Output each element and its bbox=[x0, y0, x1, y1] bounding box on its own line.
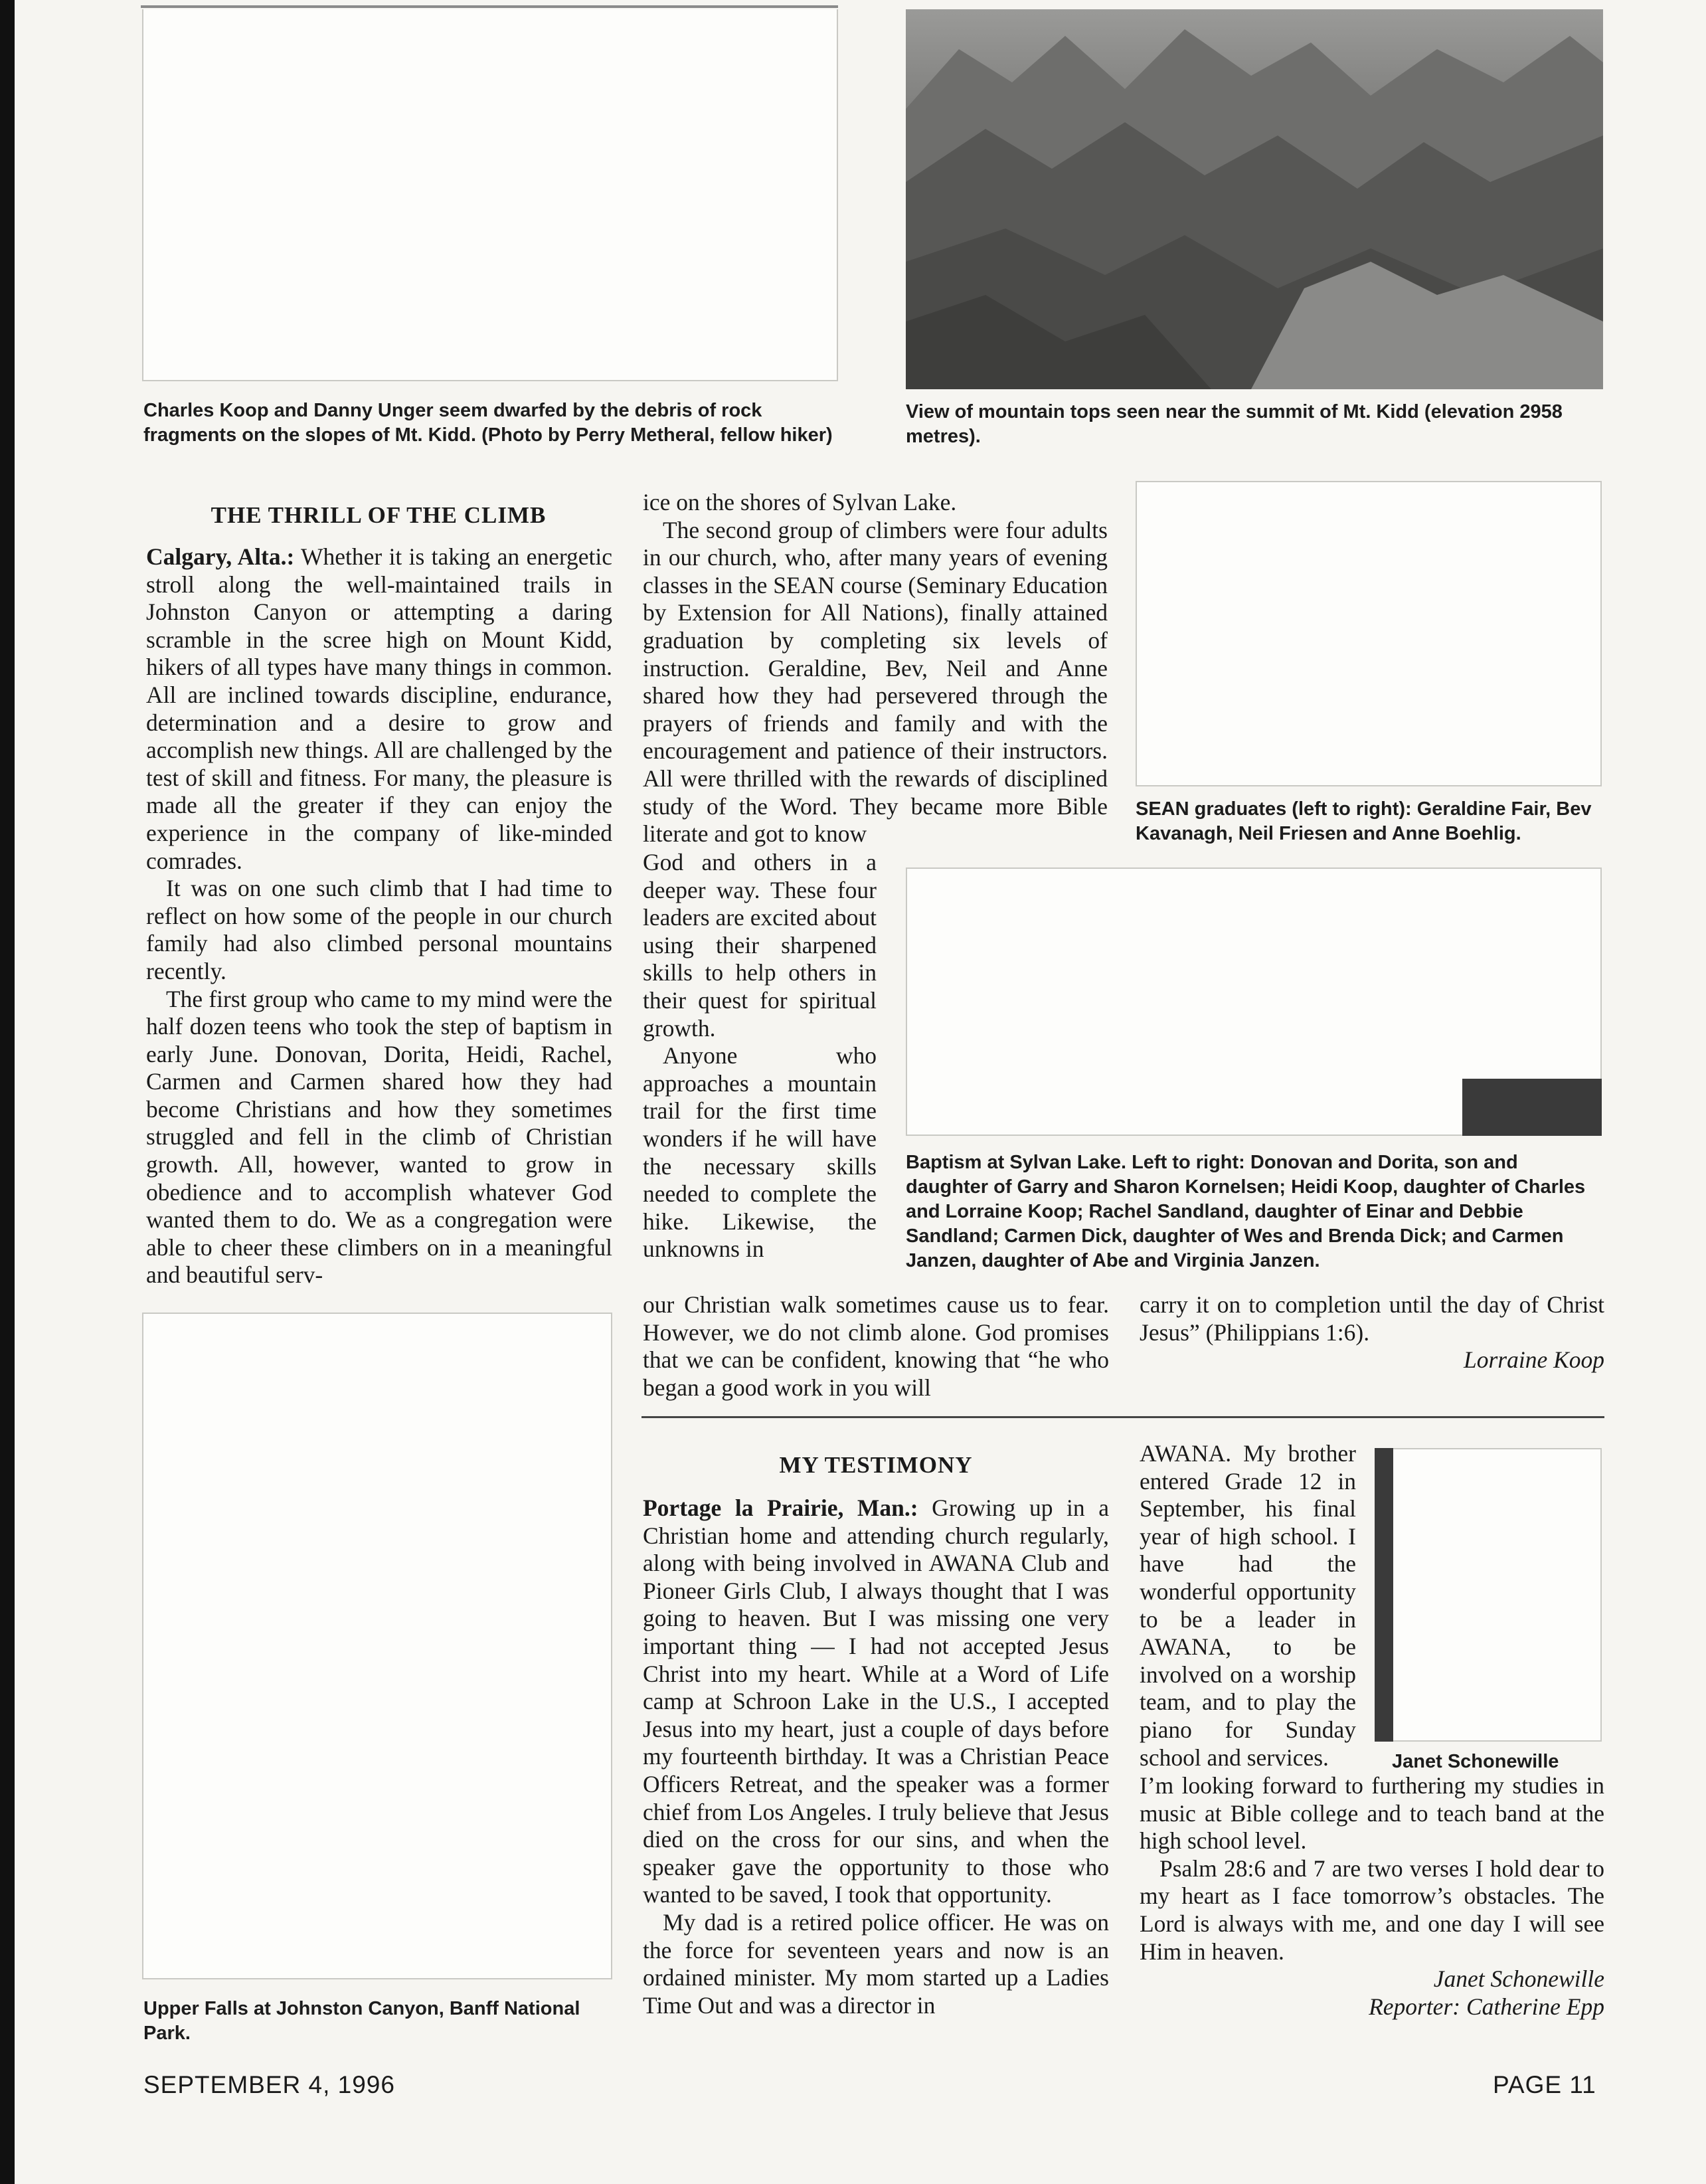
article1-column2-narrow bbox=[643, 849, 877, 1263]
article1-paragraph5b: God and others in a deeper way. These four leaders are excited about using their sharpened skills to help others in their quest for spiritual growth. bbox=[643, 849, 877, 1042]
article1-column1 bbox=[146, 543, 612, 1289]
photo-baptism-edge bbox=[1462, 1079, 1602, 1136]
binding-edge bbox=[0, 0, 15, 2184]
article2-paragraph2b: AWANA. My brother entered Grade 12 in September, his final year of high school. I have had the wonderful opportunity to be a leader in AWANA, to be involved on a worship team, and to play the piano for Sunday school and services. bbox=[1140, 1440, 1356, 1771]
article1-paragraph3: The first group who came to my mind were the half dozen teens who took the step of baptism in early June. Donovan, Dorita, Heidi, Rachel, Carmen and Carmen shared how they had become Christians and how they sometimes struggled and fell in the climb of Christian growth. All, however, wanted to grow in obedience and to accomplish whatever God wanted them to do. We as a congregation were able to cheer these climbers on in a meaningful and beautiful serv- bbox=[146, 985, 612, 1289]
article1-p1-text: Whether it is taking an energetic stroll along the well-maintained trails in Johnston Canyon or attempting a daring scramble in the scree high on Mount Kidd, hikers of all types have many things in common. All are inclined towards discipline, endurance, determination and a desire to grow and accomplish new things. All are challenged by the test of skill and fitness. For many, the pleasure is made all the greater if they can enjoy the experience in the company of like-minded comrades. bbox=[146, 543, 613, 874]
article1-paragraph6: Anyone who approaches a mountain trail for the first time wonders if he will have the necessary skills needed to complete the hike. Likewise, the unknowns in bbox=[643, 1042, 877, 1263]
article2-paragraph1 bbox=[643, 1495, 1109, 1909]
article1-byline: Lorraine Koop bbox=[1463, 1346, 1604, 1374]
article-divider-rule bbox=[641, 1416, 1604, 1418]
article2-dateline: Portage la Prairie, Man.: bbox=[643, 1495, 918, 1521]
article2-paragraph2c: I’m looking forward to furthering my studies in music at Bible college and to teach band at the high school level. bbox=[1140, 1772, 1604, 1855]
photo-janet-schonewille bbox=[1375, 1448, 1602, 1742]
footer-page-number: PAGE 11 bbox=[1493, 2071, 1596, 2098]
article1-column2-bottom bbox=[643, 1291, 1109, 1402]
top-rule bbox=[141, 5, 838, 8]
caption-mountain-view: View of mountain tops seen near the summit of Mt. Kidd (elevation 2958 metres). bbox=[906, 401, 1563, 447]
article1-dateline: Calgary, Alta.: bbox=[146, 543, 295, 570]
caption-sean-graduates: SEAN graduates (left to right): Geraldine Fair, Bev Kavanagh, Neil Friesen and Anne Boehlig. bbox=[1136, 798, 1592, 844]
article2-paragraph3: Psalm 28:6 and 7 are two verses I hold dear to my heart as I face tomorrow’s obstacles. The Lord is always with me, and one day I will see Him in heaven. bbox=[1140, 1855, 1604, 1965]
article1-paragraph4: ice on the shores of Sylvan Lake. bbox=[643, 489, 957, 515]
caption-upper-falls: Upper Falls at Johnston Canyon, Banff National Park. bbox=[143, 1998, 580, 2044]
caption-janet: Janet Schonewille bbox=[1392, 1751, 1559, 1772]
mountain-illustration bbox=[906, 9, 1603, 389]
article2-column1 bbox=[643, 1495, 1109, 2019]
article1-paragraph6b: our Christian walk sometimes cause us to fear. However, we do not climb alone. God promises that we can be confident, knowing that “he who began a good work in you will bbox=[643, 1291, 1109, 1401]
article2-p1-text: Growing up in a Christian home and attending church regularly, along with being involved in AWANA Club and Pioneer Girls Club, I always thought that I was going to heaven. But I was missing one very important thing — I had not accepted Jesus Christ into my heart. While at a Word of Life camp at Schroon Lake in the U.S., I accepted Jesus into my heart, just a couple of days before my fourteenth birthday. It was a Christian Peace Officers Retreat, and the speaker was a former chief from Los Angeles. I truly believe that Jesus died on the cross for our sins, and when the speaker gave the opportunity to those who wanted to be saved, I took that opportunity. bbox=[643, 1495, 1109, 1908]
photo-sean-graduates bbox=[1136, 481, 1602, 786]
photo-koop-unger bbox=[142, 9, 838, 381]
article2-column2-narrow bbox=[1140, 1440, 1356, 1772]
photo-mountain-tops bbox=[906, 9, 1603, 389]
article2-paragraph2: My dad is a retired police officer. He was on the force for seventeen years and now is an ordained minister. My mom started up a Ladies Time Out and was a director in bbox=[643, 1908, 1109, 2019]
article2-byline-reporter: Reporter: Catherine Epp bbox=[1369, 1993, 1604, 2020]
article1-headline: THE THRILL OF THE CLIMB bbox=[211, 502, 547, 528]
article1-column2 bbox=[643, 489, 1108, 848]
article2-byline-author: Janet Schonewille bbox=[1433, 1965, 1604, 1993]
article1-paragraph6c: carry it on to completion until the day of Christ Jesus” (Philippians 1:6). bbox=[1140, 1291, 1604, 1346]
article1-column3-bottom bbox=[1140, 1291, 1604, 1374]
photo-upper-falls bbox=[142, 1313, 612, 1979]
footer-date: SEPTEMBER 4, 1996 bbox=[143, 2071, 395, 2098]
caption-baptism: Baptism at Sylvan Lake. Left to right: Donovan and Dorita, son and daughter of Garry and Sharon Kornelsen; Heidi Koop, daughter of Charles and Lorraine Koop; Rachel Sandland, daughter of Einar and Debbie Sandland; Carmen Dick, daughter of Wes and Brenda Dick; and Carmen Janzen, daughter of Abe and Virginia Janzen. bbox=[906, 1152, 1586, 1271]
photo-janet-edge bbox=[1375, 1448, 1393, 1742]
article1-paragraph1 bbox=[146, 543, 612, 875]
article1-paragraph2: It was on one such climb that I had time to reflect on how some of the people in our church family had also climbed personal mountains recently. bbox=[146, 875, 612, 984]
article2-column2 bbox=[1140, 1772, 1604, 2021]
article2-headline: MY TESTIMONY bbox=[779, 1452, 973, 1478]
article1-paragraph5: The second group of climbers were four adults in our church, who, after many years of evening classes in the SEAN course (Seminary Education by Extension for All Nations), finally attained graduation by completing six levels of instruction. Geraldine, Bev, Neil and Anne shared how they had persevered through the prayers of friends and family and with the encouragement and patience of their instructors. All were thrilled with the rewards of disciplined study of the Word. They became more Bible literate and got to know bbox=[643, 516, 1108, 848]
caption-koop-unger: Charles Koop and Danny Unger seem dwarfed by the debris of rock fragments on the slopes of Mt. Kidd. (Photo by Perry Metheral, fellow hiker) bbox=[143, 400, 833, 446]
